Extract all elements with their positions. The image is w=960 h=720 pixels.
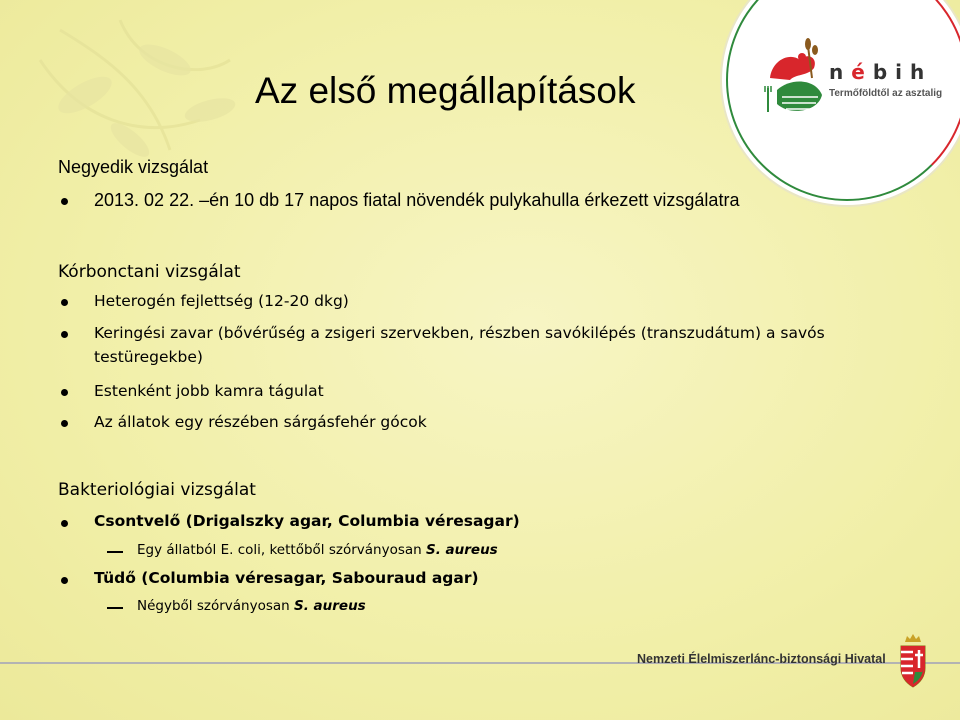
bullet-icon	[61, 389, 68, 396]
slide-title: Az első megállapítások	[255, 70, 636, 111]
list-item: Estenként jobb kamra tágulat	[94, 382, 324, 400]
list-item: Heterogén fejlettség (12-20 dkg)	[94, 292, 349, 310]
bullet-icon	[61, 331, 68, 338]
section-heading-bakteriologiai: Bakteriológiai vizsgálat	[58, 480, 256, 500]
bullet-icon	[61, 420, 68, 427]
hungarian-crest-icon	[896, 632, 930, 690]
list-item: Tüdő (Columbia véresagar, Sabouraud agar)	[94, 569, 479, 587]
bullet-icon	[61, 520, 68, 527]
list-item-continuation: testüregekbe)	[94, 348, 203, 366]
bullet-icon	[61, 198, 68, 205]
brand-name: nébih	[829, 60, 933, 84]
list-item: 2013. 02 22. –én 10 db 17 napos fiatal növendék pulykahulla érkezett vizsgálatra	[94, 190, 740, 210]
bullet-icon	[61, 577, 68, 584]
list-item: Keringési zavar (bővérűség a zsigeri szervekben, részben savókilépés (transzudátum) a savós	[94, 324, 825, 342]
footer-institution: Nemzeti Élelmiszerlánc-biztonsági Hivatal	[637, 652, 886, 666]
sub-list-item: Négyből szórványosan S. aureus	[137, 598, 366, 614]
list-item: Csontvelő (Drigalszky agar, Columbia véresagar)	[94, 512, 520, 530]
section-heading-negyedik: Negyedik vizsgálat	[58, 157, 209, 177]
bullet-icon	[61, 299, 68, 306]
dash-icon	[107, 607, 123, 609]
sub-list-item: Egy állatból E. coli, kettőből szórványosan S. aureus	[137, 542, 498, 558]
dash-icon	[107, 551, 123, 553]
section-heading-korbonctani: Kórbonctani vizsgálat	[58, 262, 241, 282]
brand-tagline: Termőföldtől az asztalig	[829, 88, 943, 99]
list-item: Az állatok egy részében sárgásfehér gócok	[94, 413, 427, 431]
